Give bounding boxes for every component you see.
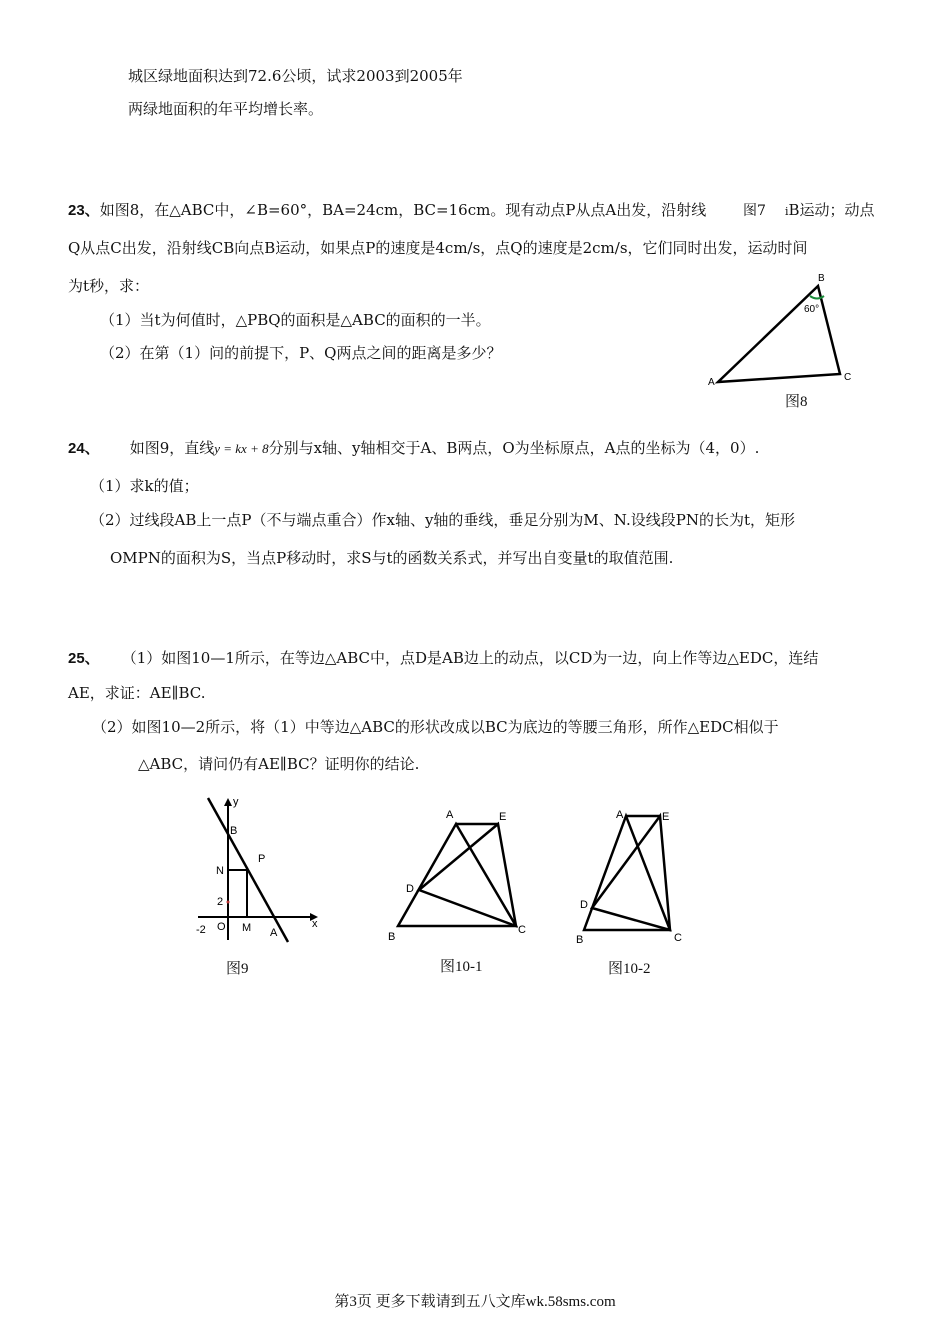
figure-9 xyxy=(192,790,332,950)
fig9-label-m: M xyxy=(242,922,252,934)
q23-line1a: 如图8，在△ABC中，∠B=60°，BA=24cm，BC=16cm。现有动点P从点A出发，沿射线 xyxy=(99,201,707,219)
triangle-abc xyxy=(398,824,516,926)
fig10-1-caption: 图10-1 xyxy=(440,959,483,975)
figure-10-2 xyxy=(572,800,702,950)
figure-8 xyxy=(700,268,870,410)
fig9-label-a: A xyxy=(270,927,278,939)
fig10-1-label-c: C xyxy=(518,924,526,936)
fig10-2-label-b: B xyxy=(576,934,584,946)
q25-sub1-line1: （1）如图10—1所示，在等边△ABC中，点D是AB边上的动点，以CD为一边，向上作等边△EDC，连结 xyxy=(121,649,819,667)
fig9-label-two: 2 xyxy=(217,896,224,908)
fig9-label-o: O xyxy=(217,921,226,933)
q25-line1 xyxy=(68,648,818,669)
fig8-label-a: A xyxy=(708,377,715,388)
fig9-label-y: y xyxy=(233,796,239,808)
triangle-edc xyxy=(419,824,516,926)
q24-intro-b: 分别与x轴、y轴相交于A、B两点，O为坐标原点，A点的坐标为（4，0）. xyxy=(268,439,760,457)
fig8-label-c: C xyxy=(844,372,852,383)
fig10-2-label-c: C xyxy=(674,932,682,944)
q24-sub2-line2: OMPN的面积为S，当点P移动时，求S与t的函数关系式，并写出自变量t的取值范围. xyxy=(110,549,674,567)
q23-line1 xyxy=(68,200,706,221)
q24-line1 xyxy=(68,438,759,459)
fig9-label-neg2: -2 xyxy=(196,924,206,936)
q25-sub2-line2: △ABC，请问仍有AE∥BC？证明你的结论. xyxy=(138,755,420,773)
fig10-2-label-e: E xyxy=(662,811,670,823)
q22-line2: 两绿地面积的年平均增长率。 xyxy=(128,100,324,118)
q24-sub1: （1）求k的值； xyxy=(90,477,199,495)
q23-overlay-fig: 图7 xyxy=(743,203,766,219)
q25-sub2-line1: （2）如图10—2所示，将（1）中等边△ABC的形状改成以BC为底边的等腰三角形，所作△EDC相似于 xyxy=(92,718,779,736)
q23-sub1: （1）当t为何值时，△PBQ的面积是△ABC的面积的一半。 xyxy=(100,311,491,329)
fig8-label-b: B xyxy=(818,273,825,284)
fig8-caption: 图8 xyxy=(785,394,808,410)
fig10-2-caption: 图10-2 xyxy=(608,961,651,977)
fig9-label-x: x xyxy=(312,918,318,930)
fig10-1-label-e: E xyxy=(499,811,507,823)
fig10-2-label-a: A xyxy=(616,809,624,821)
figure-10-1 xyxy=(382,800,532,945)
angle-arc xyxy=(810,296,824,299)
q23-line3: 为t秒，求： xyxy=(68,277,150,295)
fig10-2-label-d: D xyxy=(580,899,588,911)
page-footer: 第3页 更多下载请到五八文库wk.58sms.com xyxy=(334,1294,616,1310)
triangle-abc xyxy=(718,286,840,382)
q23-sub2: （2）在第（1）问的前提下，P、Q两点之间的距离是多少？ xyxy=(100,344,502,362)
fig9-label-p: P xyxy=(258,853,266,865)
q24-formula: y = kx + 8 xyxy=(214,441,269,456)
q22-line1: 城区绿地面积达到72.6公顷，试求2003到2005年 xyxy=(128,67,463,85)
q25-number: 25、 xyxy=(68,650,100,667)
fig10-1-label-a: A xyxy=(446,809,454,821)
fig10-1-label-b: B xyxy=(388,931,396,943)
fig9-caption: 图9 xyxy=(226,961,249,977)
q24-intro-a: 如图9，直线 xyxy=(129,439,215,457)
q23-line2: Q从点C出发，沿射线CB向点B运动，如果点P的速度是4cm/s，点Q的速度是2cm/s，它们同时出发，运动时间 xyxy=(68,239,808,257)
rectangle-ompn xyxy=(228,870,247,917)
q23-number: 23、 xyxy=(68,202,100,219)
point-2-mark xyxy=(227,901,230,904)
triangle-abc xyxy=(584,816,670,930)
y-axis-arrow xyxy=(224,798,232,806)
q24-sub2-line1: （2）过线段AB上一点P（不与端点重合）作x轴、y轴的垂线，垂足分别为M、N.设线段PN的长为t，矩形 xyxy=(90,511,795,529)
q23-line1b: iB运动；动点 xyxy=(785,201,875,219)
fig10-1-label-d: D xyxy=(406,883,414,895)
q25-sub1-line2: AE，求证：AE∥BC. xyxy=(68,684,206,702)
q24-number: 24、 xyxy=(68,440,100,457)
fig9-label-b: B xyxy=(230,825,238,837)
fig9-label-n: N xyxy=(216,865,224,877)
fig8-label-angle: 60° xyxy=(804,304,820,315)
